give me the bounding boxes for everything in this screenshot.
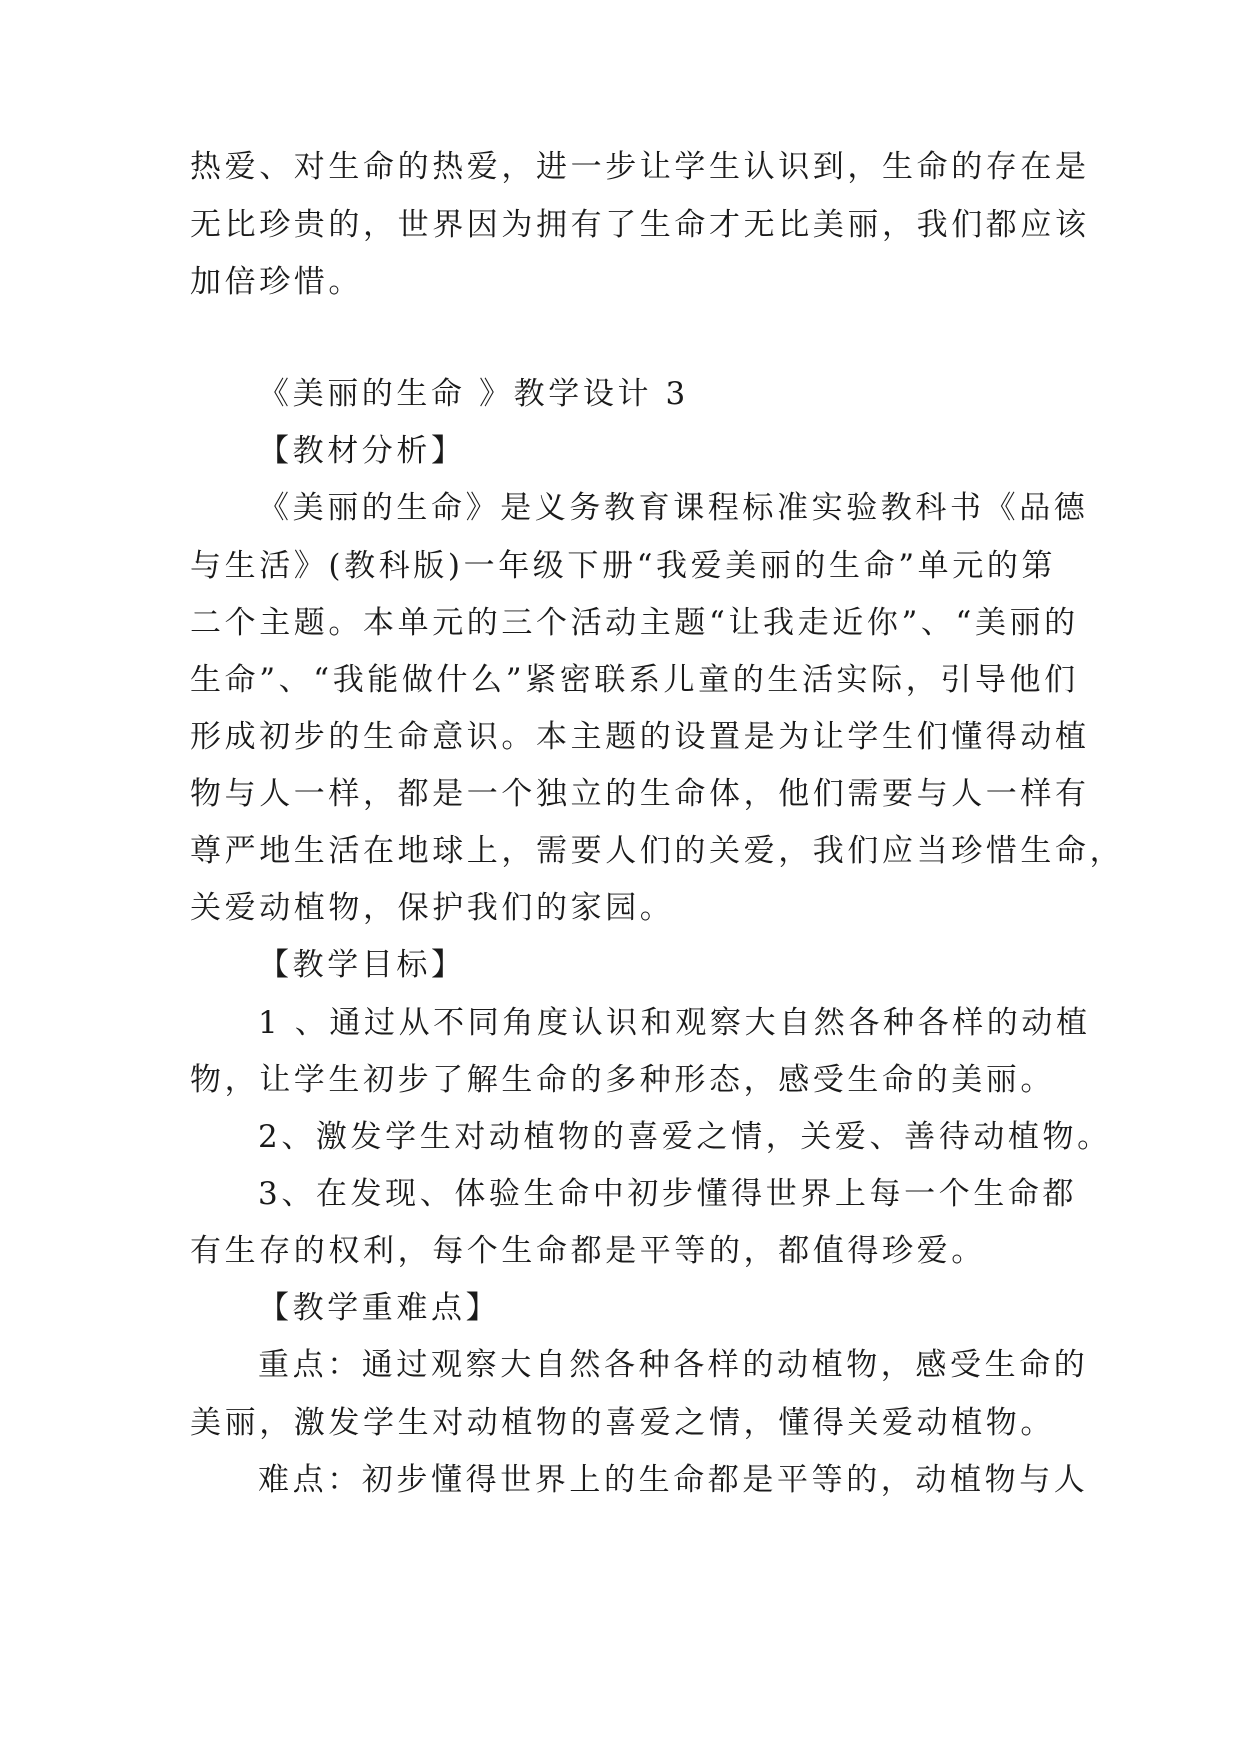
text-line: 热爱、对生命的热爱，进一步让学生认识到，生命的存在是 bbox=[190, 149, 1090, 185]
section-heading: 【教学重难点】 bbox=[258, 1290, 501, 1326]
text-line: 《美丽的生命》是义务教育课程标准实验教科书《品德 bbox=[258, 490, 1089, 526]
section-heading: 【教材分析】 bbox=[258, 433, 466, 469]
text-line: 形成初步的生命意识。本主题的设置是为让学生们懂得动植 bbox=[190, 719, 1090, 755]
text-line: 物，让学生初步了解生命的多种形态，感受生命的美丽。 bbox=[190, 1062, 1055, 1098]
text-line: 关爱动植物，保护我们的家园。 bbox=[190, 890, 675, 926]
text-line: 加倍珍惜。 bbox=[190, 264, 363, 300]
text-line: 3、在发现、体验生命中初步懂得世界上每一个生命都 bbox=[258, 1176, 1078, 1212]
text-line: 与生活》(教科版)一年级下册“我爱美丽的生命”单元的第 bbox=[190, 548, 1057, 584]
text-line: 重点：通过观察大自然各种各样的动植物，感受生命的 bbox=[258, 1347, 1089, 1383]
text-line: 美丽，激发学生对动植物的喜爱之情，懂得关爱动植物。 bbox=[190, 1405, 1055, 1441]
text-line: 物与人一样，都是一个独立的生命体，他们需要与人一样有 bbox=[190, 776, 1090, 812]
section-heading: 【教学目标】 bbox=[258, 947, 466, 983]
text-line: 难点：初步懂得世界上的生命都是平等的，动植物与人 bbox=[258, 1462, 1089, 1498]
text-line: 尊严地生活在地球上，需要人们的关爱，我们应当珍惜生命， bbox=[190, 833, 1125, 869]
text-line: 1 、通过从不同角度认识和观察大自然各种各样的动植 bbox=[258, 1005, 1091, 1041]
text-line: 生命”、“我能做什么”紧密联系儿童的生活实际，引导他们 bbox=[190, 662, 1079, 698]
text-line: 2、激发学生对动植物的喜爱之情，关爱、善待动植物。 bbox=[258, 1119, 1112, 1155]
text-line: 二个主题。本单元的三个活动主题“让我走近你”、“美丽的 bbox=[190, 605, 1079, 641]
text-line: 无比珍贵的，世界因为拥有了生命才无比美丽，我们都应该 bbox=[190, 207, 1090, 243]
section-title: 《美丽的生命 》教学设计 3 bbox=[258, 376, 689, 412]
text-line: 有生存的权利，每个生命都是平等的，都值得珍爱。 bbox=[190, 1233, 986, 1269]
